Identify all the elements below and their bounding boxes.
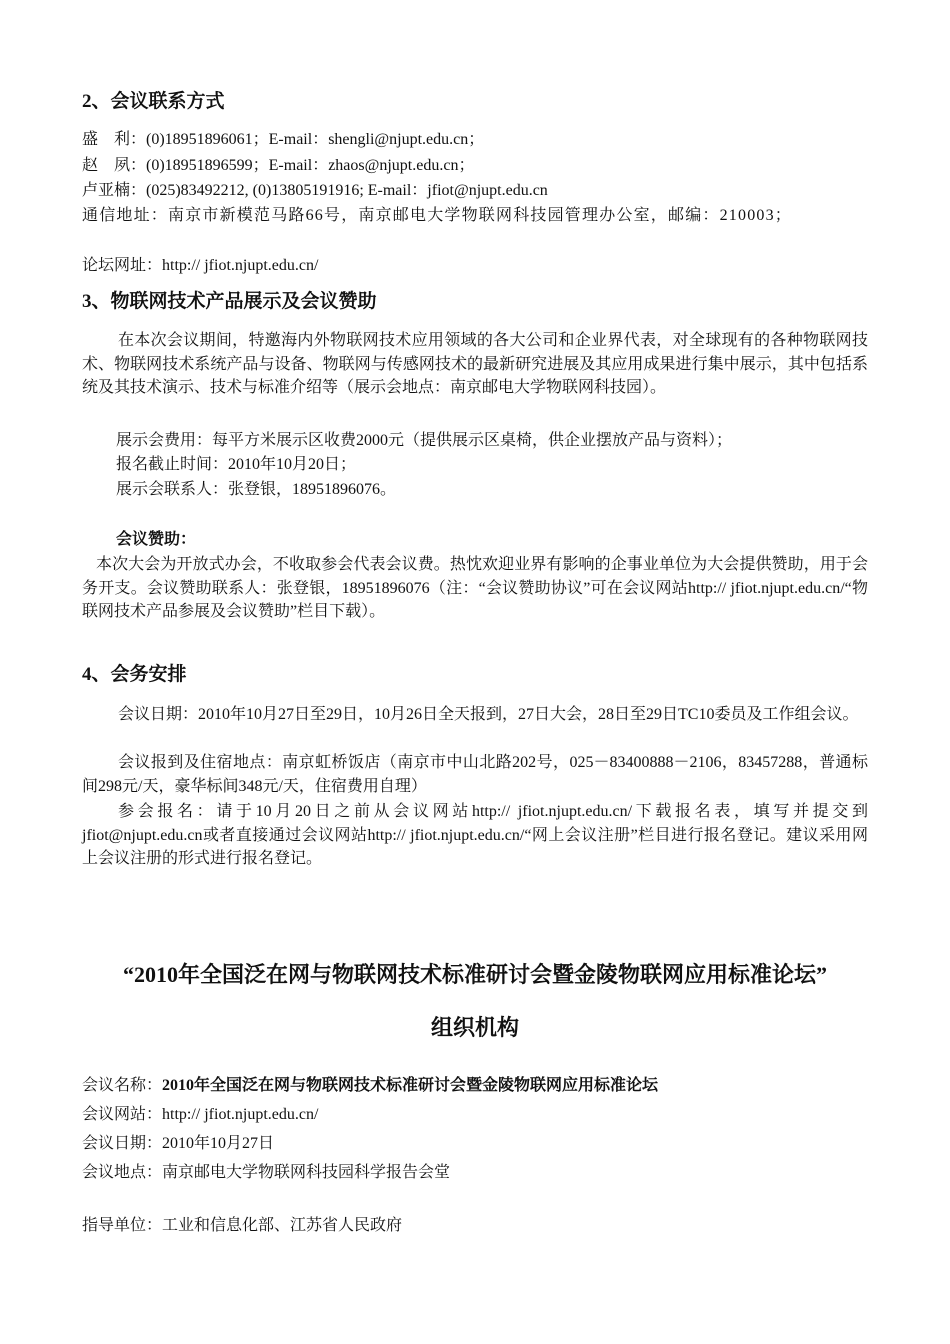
meeting-site: 会议网站：http:// jfiot.njupt.edu.cn/ xyxy=(82,1106,319,1123)
contact-line: 赵 夙：(0)18951896599；E-mail：zhaos@njupt.edu.cn； xyxy=(82,157,475,174)
exhibition-fee: 展示会费用：每平方米展示区收费2000元（提供展示区桌椅，供企业摆放产品与资料）； xyxy=(116,432,733,449)
meeting-dates: 会议日期：2010年10月27日至29日，10月26日全天报到，27日大会，28日至29日TC10委员及工作组会议。 xyxy=(118,706,859,723)
contact-line: 卢亚楠：(025)83492212, (0)13805191916; E-mail：jfiot@njupt.edu.cn xyxy=(82,182,548,199)
section-2-heading: 2、会议联系方式 xyxy=(82,91,225,112)
meeting-registration: 参会报名：请于10月20日之前从会议网站http:// jfiot.njupt.edu.cn/下载报名表，填写并提交到jfiot@njupt.edu.cn或者直接通过会议网站http:// jfiot.njupt.edu.cn/“网上会议注册”栏目进行报名登记。建议采用网上会议注册的形式进行报名登记。 xyxy=(82,803,868,867)
meeting-date: 会议日期：2010年10月27日 xyxy=(82,1135,275,1152)
sponsor-heading: 会议赞助： xyxy=(116,531,197,548)
registration-deadline: 报名截止时间：2010年10月20日； xyxy=(116,456,357,473)
meeting-location: 会议地点：南京邮电大学物联网科技园科学报告会堂 xyxy=(82,1164,451,1181)
section-3-heading: 3、物联网技术产品展示及会议赞助 xyxy=(82,291,377,312)
exhibition-contact: 展示会联系人：张登银，18951896076。 xyxy=(116,481,397,498)
mailing-address: 通信地址：南京市新模范马路66号，南京邮电大学物联网科技园管理办公室，邮编：210003； xyxy=(82,207,793,224)
forum-title: “2010年全国泛在网与物联网技术标准研讨会暨金陵物联网应用标准论坛” xyxy=(122,962,827,987)
sponsor-text: 本次大会为开放式办会，不收取参会代表会议费。热忱欢迎业界有影响的企事业单位为大会提供赞助，用于会务开支。会议赞助联系人：张登银，18951896076（注：“会议赞助协议”可在会议网站http:// jfiot.njupt.edu.cn/“物联网技术产品参展及会议赞助”栏目下载）。 xyxy=(82,556,868,620)
meeting-name-value: 2010年全国泛在网与物联网技术标准研讨会暨金陵物联网应用标准论坛 xyxy=(162,1077,659,1094)
meeting-name-label: 会议名称： xyxy=(82,1077,163,1094)
meeting-name-line xyxy=(82,1075,658,1097)
section-4-heading: 4、会务安排 xyxy=(82,664,187,685)
guidance-units: 指导单位：工业和信息化部、江苏省人民政府 xyxy=(82,1217,403,1234)
meeting-venue: 会议报到及住宿地点：南京虹桥饭店（南京市中山北路202号，025－83400888－2106，83457288，普通标间298元/天，豪华标间348元/天，住宿费用自理） xyxy=(82,754,868,795)
forum-site: 论坛网址：http:// jfiot.njupt.edu.cn/ xyxy=(82,257,319,274)
document-page xyxy=(82,0,868,1344)
forum-subtitle: 组织机构 xyxy=(430,1015,519,1040)
contact-line: 盛 利：(0)18951896061；E-mail：shengli@njupt.edu.cn； xyxy=(82,131,485,148)
exhibition-intro: 在本次会议期间，特邀海内外物联网技术应用领域的各大公司和企业界代表，对全球现有的各种物联网技术、物联网技术系统产品与设备、物联网与传感网技术的最新研究进展及其应用成果进行集中展示，其中包括系统及其技术演示、技术与标准介绍等（展示会地点：南京邮电大学物联网科技园）。 xyxy=(82,332,868,396)
